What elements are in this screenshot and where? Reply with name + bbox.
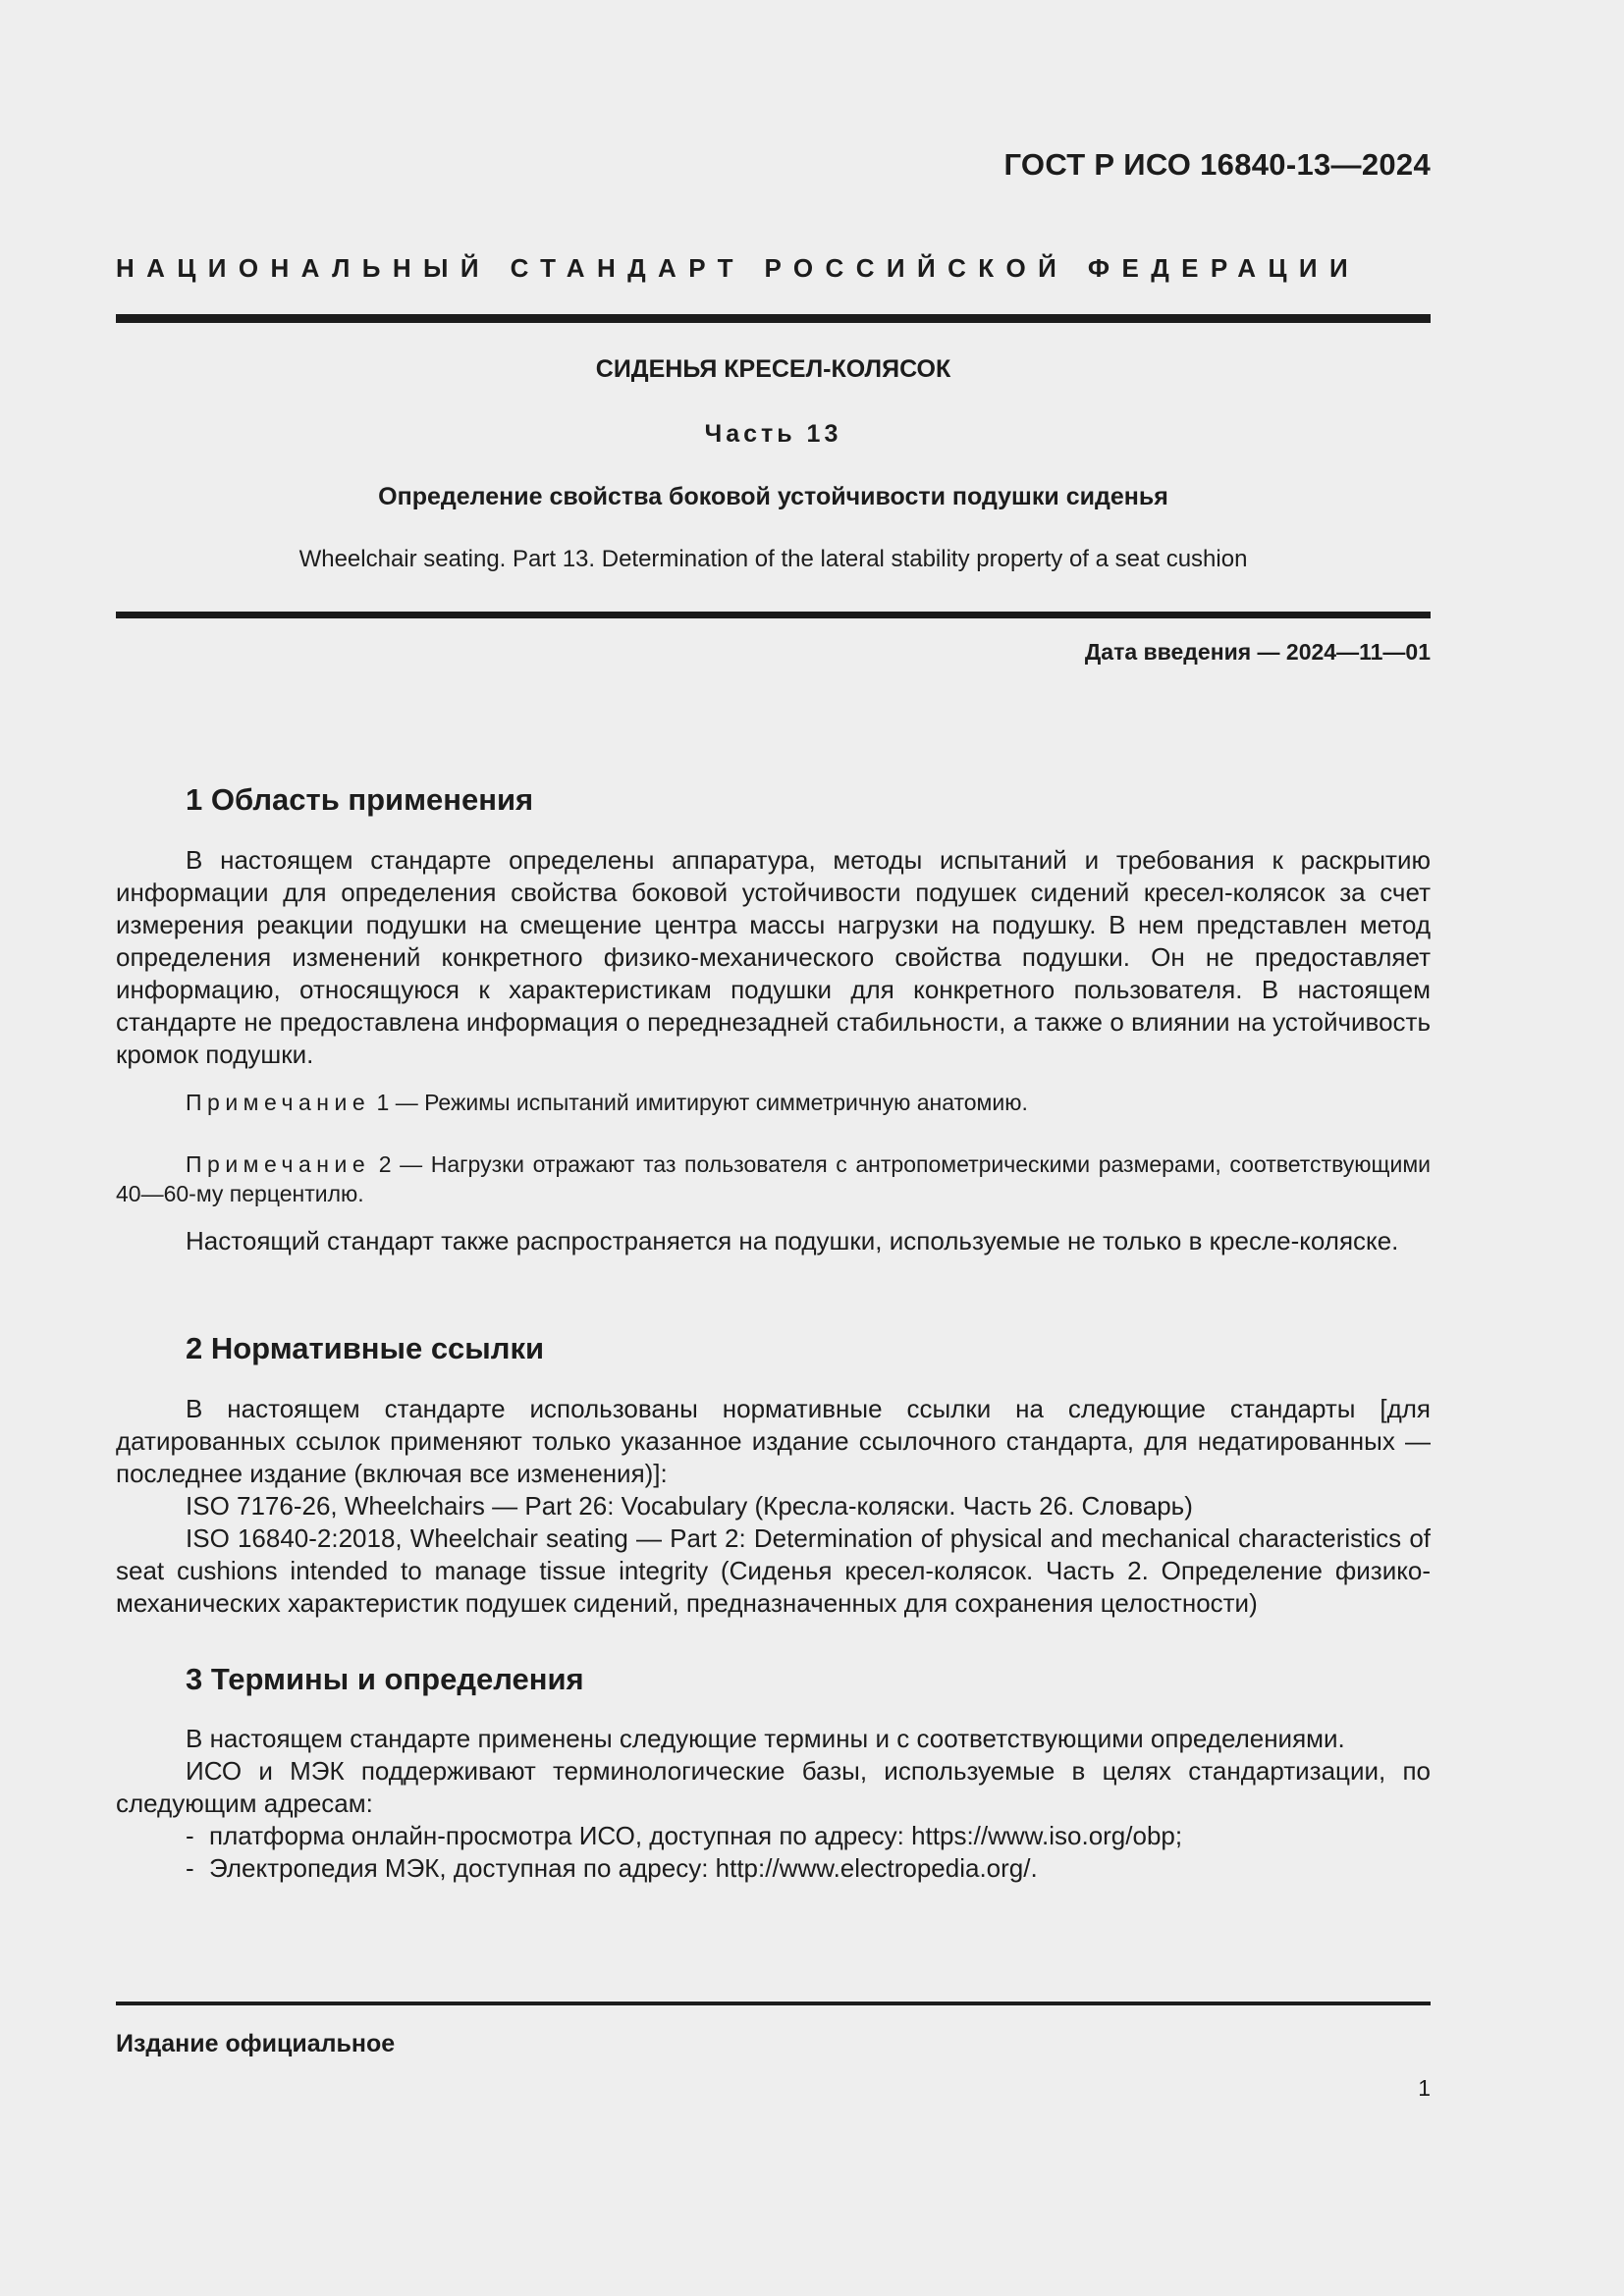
section-3-title: 3 Термины и определения <box>186 1662 584 1696</box>
note-1-label: Примечание <box>186 1090 371 1115</box>
national-standard-heading: НАЦИОНАЛЬНЫЙ СТАНДАРТ РОССИЙСКОЙ ФЕДЕРАЦИИ <box>116 253 1361 283</box>
section-3-paragraph-1: В настоящем стандарте применены следующие термины и с соответствующими определениями. <box>186 1724 1345 1753</box>
section-1-paragraph-1: В настоящем стандарте определены аппаратура, методы испытаний и требования к раскрытию информации для определения свойства боковой устойчивости подушек сидений кресел-колясок за счет измерения реакции подушки на смещение центра массы нагрузки на подушку. В нем представлен метод определения изменений конкретного физико-механического свойства подушки. Он не предоставляет информацию, относящуюся к характеристикам подушки для конкретного пользователя. В настоящем стандарте не предоставлена информация о переднезадней стабильности, а также о влиянии на устойчивость кромок подушки. <box>116 845 1431 1069</box>
document-subtitle: Определение свойства боковой устойчивости подушки сиденья <box>378 483 1168 510</box>
title-rule <box>116 612 1431 618</box>
official-edition-label: Издание официальное <box>116 2030 396 2057</box>
bullet-dash: - <box>186 1821 194 1850</box>
list-item-text: Электропедия МЭК, доступная по адресу: http://www.electropedia.org/. <box>209 1853 1038 1883</box>
bullet-dash: - <box>186 1853 194 1883</box>
note-1-text: 1 — Режимы испытаний имитируют симметричную анатомию. <box>370 1090 1028 1115</box>
note-2-label: Примечание <box>186 1151 371 1177</box>
list-item <box>186 1852 1038 1885</box>
part-label: Часть 13 <box>704 420 842 448</box>
footer-rule <box>116 2002 1431 2005</box>
list-item-text: платформа онлайн-просмотра ИСО, доступная по адресу: https://www.iso.org/obp; <box>209 1821 1183 1850</box>
reference-1: ISO 7176-26, Wheelchairs — Part 26: Vocabulary (Кресла-коляски. Часть 26. Словарь) <box>186 1491 1193 1521</box>
document-title: СИДЕНЬЯ КРЕСЕЛ-КОЛЯСОК <box>595 355 951 383</box>
section-1-title: 1 Область применения <box>186 782 534 817</box>
note-2 <box>116 1149 1431 1208</box>
top-rule <box>116 314 1431 323</box>
introduction-date: Дата введения — 2024—11—01 <box>1084 639 1431 665</box>
section-2-title: 2 Нормативные ссылки <box>186 1331 545 1365</box>
page-number: 1 <box>1418 2075 1431 2101</box>
section-3-paragraph-2: ИСО и МЭК поддерживают терминологические базы, используемые в целях стандартизации, по следующим адресам: <box>116 1756 1431 1818</box>
english-title: Wheelchair seating. Part 13. Determination of the lateral stability property of a seat cushion <box>298 546 1248 572</box>
section-2-paragraph-1: В настоящем стандарте использованы нормативные ссылки на следующие стандарты [для датированных ссылок применяют только указанное издание ссылочного стандарта, для недатированных — последнее издание (включая все изменения)]: <box>116 1394 1431 1488</box>
note-1 <box>116 1088 1431 1117</box>
document-code: ГОСТ Р ИСО 16840-13—2024 <box>1003 147 1431 182</box>
list-item <box>186 1820 1182 1852</box>
reference-2: ISO 16840-2:2018, Wheelchair seating — Part 2: Determination of physical and mechanical characteristics of seat cushions intended to manage tissue integrity (Сиденья кресел-колясок. Часть 2. Определение физико-механических характеристик подушек сидений, предназначенных для сохранения целостности) <box>116 1523 1431 1618</box>
note-2-text: 2 — Нагрузки отражают таз пользователя с антропометрическими размерами, соответствующими 40—60-му перцентилю. <box>116 1151 1431 1206</box>
section-1-paragraph-2: Настоящий стандарт также распространяется на подушки, используемые не только в кресле-коляске. <box>186 1226 1399 1255</box>
